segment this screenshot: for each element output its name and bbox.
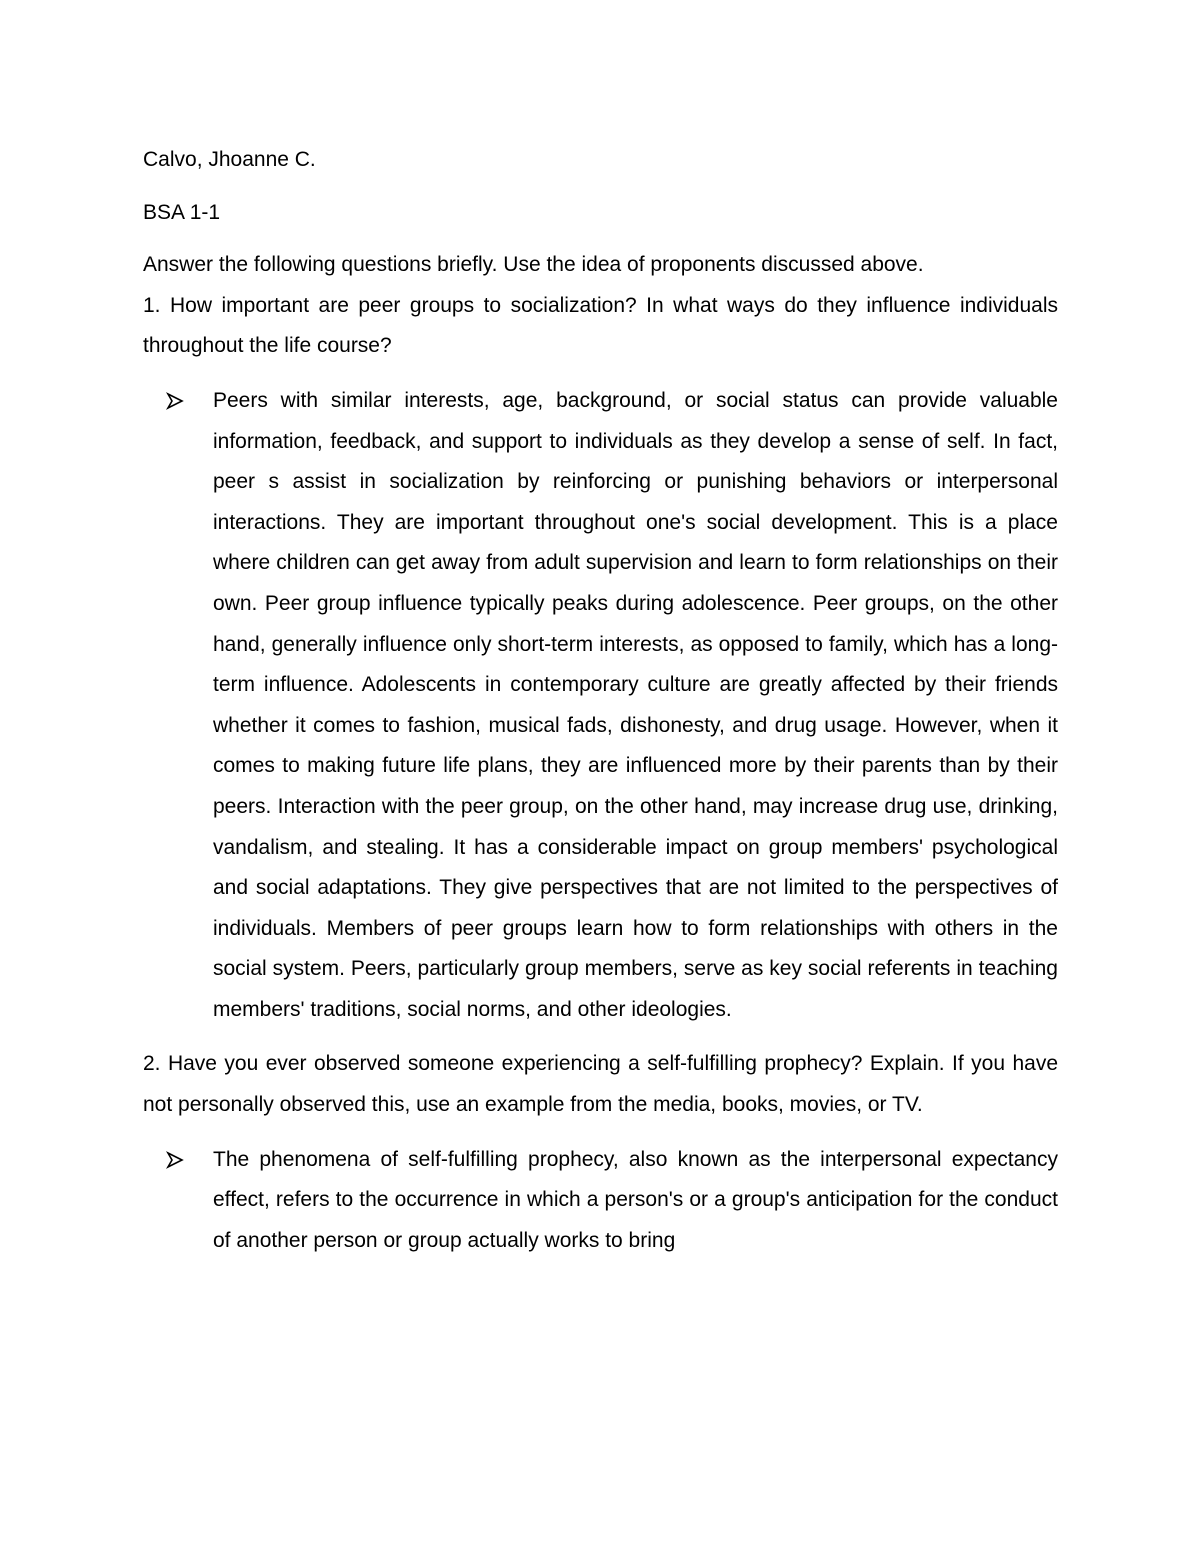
- answer-1: [143, 381, 1058, 1031]
- arrowhead-bullet-icon: [165, 1140, 185, 1180]
- class-section: BSA 1-1: [143, 200, 221, 224]
- answer-1-text: Peers with similar interests, age, background, or social status can provide valuable information, feedback, and support to individuals as they develop a sense of self. In fact, peer s assist in socialization by reinforcing or punishing behaviors or interpersonal interactions. They are important throughout one's social development. This is a place where children can get away from adult supervision and learn to form relationships on their own. Peer group influence typically peaks during adolescence. Peer groups, on the other hand, generally influence only short-term interests, as opposed to family, which has a long-term influence. Adolescents in contemporary culture are greatly affected by their friends whether it comes to fashion, musical fads, dishonesty, and drug usage. However, when it comes to making future life plans, they are influenced more by their parents than by their peers. Interaction with the peer group, on the other hand, may increase drug use, drinking, vandalism, and stealing. It has a considerable impact on group members' psychological and social adaptations. They give perspectives that are not limited to the perspectives of individuals. Members of peer groups learn how to form relationships with others in the social system. Peers, particularly group members, serve as key social referents in teaching members' traditions, social norms, and other ideologies.: [213, 388, 1058, 1021]
- instructions: Answer the following questions briefly. Use the idea of proponents discussed above.: [143, 253, 924, 277]
- answer-2: [143, 1140, 1058, 1262]
- student-name: Calvo, Jhoanne C.: [143, 148, 316, 171]
- arrowhead-bullet-icon: [165, 381, 185, 421]
- answer-2-text: The phenomena of self-fulfilling prophecy, also known as the interpersonal expectancy effect, refers to the occurrence in which a person's or a group's anticipation for the conduct of another person or group actually works to bring: [213, 1147, 1058, 1252]
- document-body: [143, 140, 1058, 1275]
- question-2: 2. Have you ever observed someone experiencing a self-fulfilling prophecy? Explain. If you have not personally observed this, use an example from the media, books, movies, or TV.: [143, 1052, 1058, 1117]
- question-1: 1. How important are peer groups to socialization? In what ways do they influence individuals throughout the life course?: [143, 293, 1058, 358]
